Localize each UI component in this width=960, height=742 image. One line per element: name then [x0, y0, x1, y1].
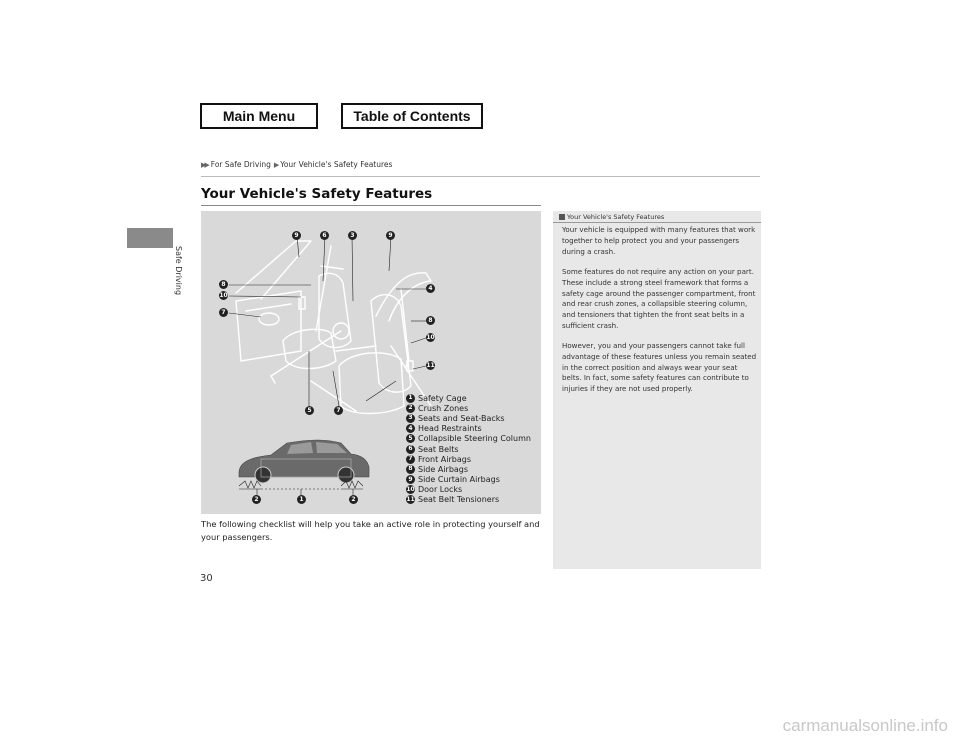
legend-item: 8 Side Airbags: [406, 464, 531, 474]
note-icon: [559, 214, 565, 220]
legend-item: 6 Seat Belts: [406, 444, 531, 454]
section-tab: [127, 228, 173, 248]
page-title: Your Vehicle's Safety Features: [201, 186, 433, 202]
watermark: carmanualsonline.info: [782, 716, 948, 735]
callout-6: 6: [320, 231, 329, 240]
sidebar-paragraph: Some features do not require any action on your part. These include a strong steel framework that forms a safety cage around the passenger compartment, front and rear crush zones, a collapsible steering column, and tensioners that tighten the front seat belts in a sufficient crash.: [562, 267, 756, 330]
safety-features-illustration: [201, 211, 541, 514]
legend-item: 7 Front Airbags: [406, 454, 531, 464]
legend-item: 9 Side Curtain Airbags: [406, 475, 531, 485]
breadcrumb-arrow-icon: ▶: [273, 160, 278, 169]
callout-1: 1: [297, 495, 306, 504]
callout-10: 10: [219, 291, 228, 299]
sidebar-heading: Your Vehicle's Safety Features: [559, 213, 664, 221]
legend-item: 5 Collapsible Steering Column: [406, 434, 531, 444]
callout-7: 7: [219, 308, 228, 317]
section-tab-label: Safe Driving: [174, 246, 183, 296]
title-divider: [201, 205, 541, 206]
callout-2: 2: [349, 495, 358, 504]
sidebar-paragraph: However, you and your passengers cannot take full advantage of these features unless you remain seated in the correct position and always wear your seat belts. In fact, some safety features can contribute to injuries if they are not used properly.: [562, 341, 757, 394]
callout-8: 8: [219, 280, 228, 289]
callout-5: 5: [305, 406, 314, 415]
main-menu-button[interactable]: Main Menu: [200, 103, 318, 129]
page-number: 30: [200, 573, 213, 584]
callout-7: 7: [334, 406, 343, 415]
breadcrumb-link-safety-features[interactable]: Your Vehicle's Safety Features: [280, 160, 393, 169]
header-divider: [201, 176, 760, 177]
legend-item: 10 Door Locks: [406, 485, 463, 495]
legend-item: 1 Safety Cage: [406, 393, 531, 403]
sidebar-paragraph: Your vehicle is equipped with many features that work together to help protect you and your passengers during a crash.: [562, 225, 756, 256]
legend-item: 2 Crush Zones: [406, 403, 531, 413]
legend-item: 11 Seat Belt Tensioners: [406, 495, 500, 505]
figure-legend: [406, 393, 531, 505]
breadcrumb: [201, 160, 392, 169]
legend-item: 4 Head Restraints: [406, 424, 531, 434]
body-paragraph: The following checklist will help you take an active role in protecting yourself and your passengers.: [201, 519, 540, 542]
table-of-contents-button[interactable]: Table of Contents: [341, 103, 483, 129]
breadcrumb-link-for-safe-driving[interactable]: For Safe Driving: [210, 160, 271, 169]
callout-9: 9: [292, 231, 301, 240]
sidebar-divider: [553, 222, 761, 223]
callout-11: 11: [426, 361, 435, 369]
callout-8: 8: [426, 316, 435, 325]
callout-4: 4: [426, 284, 435, 293]
breadcrumb-arrow-icon: ▶▶: [201, 160, 208, 169]
callout-10: 10: [426, 333, 435, 341]
callout-9: 9: [386, 231, 395, 240]
callout-2: 2: [252, 495, 261, 504]
callout-3: 3: [348, 231, 357, 240]
legend-item: 3 Seats and Seat-Backs: [406, 413, 531, 423]
info-sidebar: [553, 211, 761, 569]
